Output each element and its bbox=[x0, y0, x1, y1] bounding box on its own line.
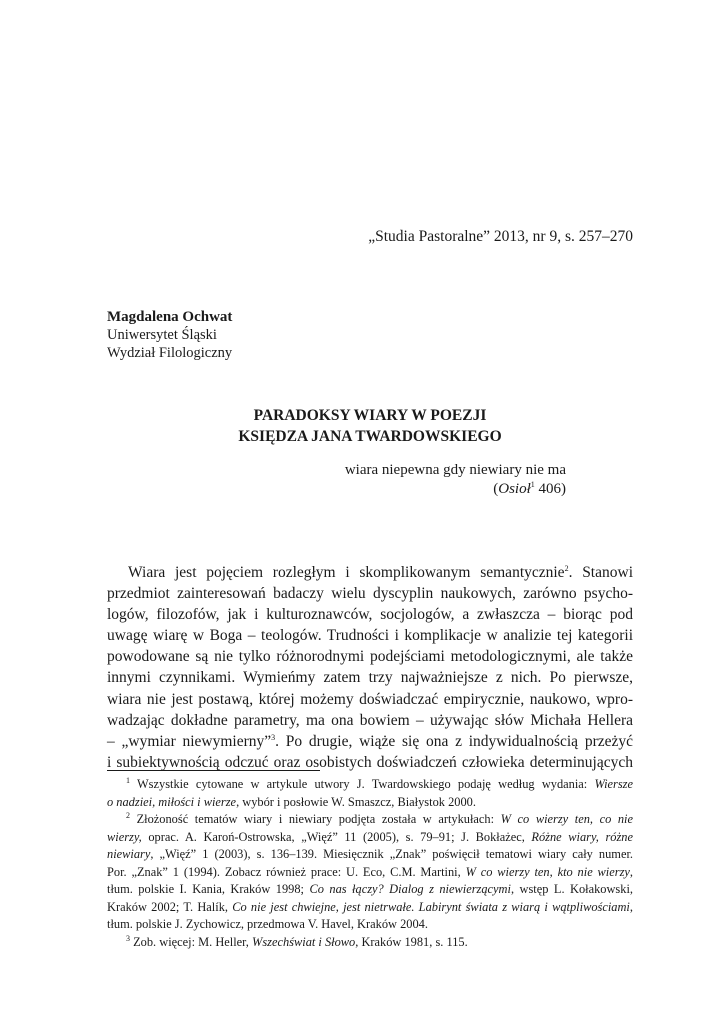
footnote-line bbox=[107, 846, 633, 864]
footnote-ref-2: 2 bbox=[564, 563, 569, 573]
author-affiliation-faculty: Wydział Filologiczny bbox=[107, 345, 233, 361]
body-line bbox=[107, 731, 633, 752]
article-title-line-2: KSIĘDZA JANA TWARDOWSKIEGO bbox=[238, 428, 502, 445]
epigraph-source-sup: 1 bbox=[530, 480, 535, 489]
footnote-line bbox=[107, 776, 633, 794]
body-line: innymi czynnikami. Wymieńmy zatem trzy najważniejsze z nich. Po pierwsze, bbox=[107, 669, 633, 687]
footnote-italic: wierzy, bbox=[107, 829, 142, 844]
body-line-text: Wiara jest pojęciem rozległym i skomplikowanym semantycznie bbox=[128, 564, 565, 581]
body-line-text: . Stanowi bbox=[568, 564, 633, 581]
author-block bbox=[107, 308, 232, 362]
body-line-text: . Po drugie, wiąże się ona z indywidualnością przeżyć bbox=[275, 732, 633, 750]
footnote-italic: Różne wiary, różne bbox=[531, 829, 633, 844]
footnote-text: , bbox=[629, 899, 633, 914]
footnote-line bbox=[107, 829, 633, 847]
footnote-italic: W co wierzy ten, co nie bbox=[500, 812, 633, 826]
epigraph-source-title: Osioł bbox=[498, 481, 531, 497]
footnote-line bbox=[107, 899, 633, 917]
author-name: Magdalena Ochwat bbox=[107, 309, 233, 325]
footnote-number: 1 bbox=[126, 775, 130, 785]
epigraph-source bbox=[345, 480, 566, 499]
footnote-italic: Co nas łączy? Dialog z niewierzącymi bbox=[309, 882, 511, 896]
footnote-2 bbox=[107, 811, 633, 934]
footnote-text: , Kraków 1981, s. 115. bbox=[355, 934, 468, 949]
body-line-text: – „wymiar niewymierny” bbox=[107, 732, 272, 750]
body-line: i subiektywnością odczuć oraz osobistych doświadczeń człowieka determinujących bbox=[107, 753, 633, 771]
footnote-line: tłum. polskie J. Zychowicz, przedmowa V. Havel, Kraków 2004. bbox=[107, 917, 428, 931]
footnote-text: Złożoność tematów wiary i niewiary podjęta została w artykułach: bbox=[130, 812, 501, 826]
body-text bbox=[107, 562, 633, 773]
footnote-line bbox=[107, 811, 633, 829]
footnote-number: 2 bbox=[126, 810, 130, 820]
body-line: wadzając dokładne parametry, ma ona bowiem – używając słów Michała Hellera bbox=[107, 711, 633, 729]
epigraph-text: wiara niepewna gdy niewiary nie ma bbox=[344, 462, 566, 478]
footnote-italic: Co nie jest chwiejne, jest nietrwałe. Labirynt świata z wiarą i wątpliwościami bbox=[232, 899, 630, 914]
footnote-text: , bbox=[629, 864, 634, 879]
epigraph-source-page: 406) bbox=[534, 481, 566, 497]
footnote-number: 3 bbox=[126, 933, 130, 943]
footnote-1 bbox=[107, 776, 633, 811]
footnotes bbox=[107, 776, 633, 951]
footnote-text: oprac. A. Karoń-Ostrowska, „Więź” 11 (2005), s. 79–91; J. Bokłażec, bbox=[141, 829, 532, 844]
footnote-text: tłum. polskie I. Kania, Kraków 1998; bbox=[107, 882, 310, 896]
footnote-text: , „Więź” 1 (2003), s. 136–139. Miesięcznik „Znak” poświęcił tematowi wiary cały numer. bbox=[150, 847, 633, 861]
footnote-line bbox=[107, 934, 633, 952]
footnote-italic: W co wierzy ten, kto nie wierzy bbox=[465, 864, 630, 879]
epigraph bbox=[345, 461, 566, 499]
body-line: powodowane są nie tylko różnorodnymi podejściami metodologicznymi, ale także bbox=[107, 648, 633, 666]
footnote-text: , wybór i posłowie W. Smaszcz, Białystok 2000. bbox=[236, 794, 476, 809]
journal-reference: „Studia Pastoralne” 2013, nr 9, s. 257–270 bbox=[368, 228, 633, 245]
footnote-line bbox=[107, 864, 633, 882]
footnote-italic: Wszechświat i Słowo bbox=[252, 934, 356, 949]
article-title-line-1: PARADOKSY WIARY W POEZJI bbox=[253, 407, 487, 424]
footnote-text: , wstęp L. Kołakowski, bbox=[510, 882, 633, 896]
footnote-line bbox=[107, 881, 633, 899]
footnote-italic: Wiersze bbox=[594, 777, 633, 791]
footnote-italic: o nadziei, miłości i wierze bbox=[107, 794, 237, 809]
body-line: uwagę wiarę w Boga – teologów. Trudności i komplikacje w analizie tej kategorii bbox=[107, 627, 633, 645]
body-line bbox=[107, 562, 633, 583]
footnote-separator bbox=[107, 770, 320, 771]
epigraph-source-open: ( bbox=[493, 481, 499, 497]
footnote-3 bbox=[107, 934, 633, 952]
article-title bbox=[107, 405, 633, 447]
footnote-line bbox=[107, 794, 633, 812]
footnote-ref-3: 3 bbox=[271, 732, 276, 742]
body-line: logów, filozofów, jak i kulturoznawców, socjologów, a zwłaszcza – biorąc pod bbox=[107, 606, 633, 624]
body-line: wiara nie jest postawą, której możemy doświadczać empirycznie, naukowo, wpro- bbox=[107, 690, 633, 708]
footnote-text: Wszystkie cytowane w artykule utwory J. Twardowskiego podaję według wydania: bbox=[130, 777, 595, 791]
body-line: przedmiot zainteresowań badaczy wielu dyscyplin naukowych, zarówno psycho- bbox=[107, 585, 633, 603]
footnote-text: Por. „Znak” 1 (1994). Zobacz również prace: U. Eco, C.M. Martini, bbox=[107, 864, 466, 879]
footnote-text: Zob. więcej: M. Heller, bbox=[130, 934, 252, 949]
footnote-text: Kraków 2002; T. Halík, bbox=[107, 899, 233, 914]
footnote-italic: niewiary bbox=[107, 847, 151, 861]
author-affiliation-university: Uniwersytet Śląski bbox=[107, 327, 217, 343]
